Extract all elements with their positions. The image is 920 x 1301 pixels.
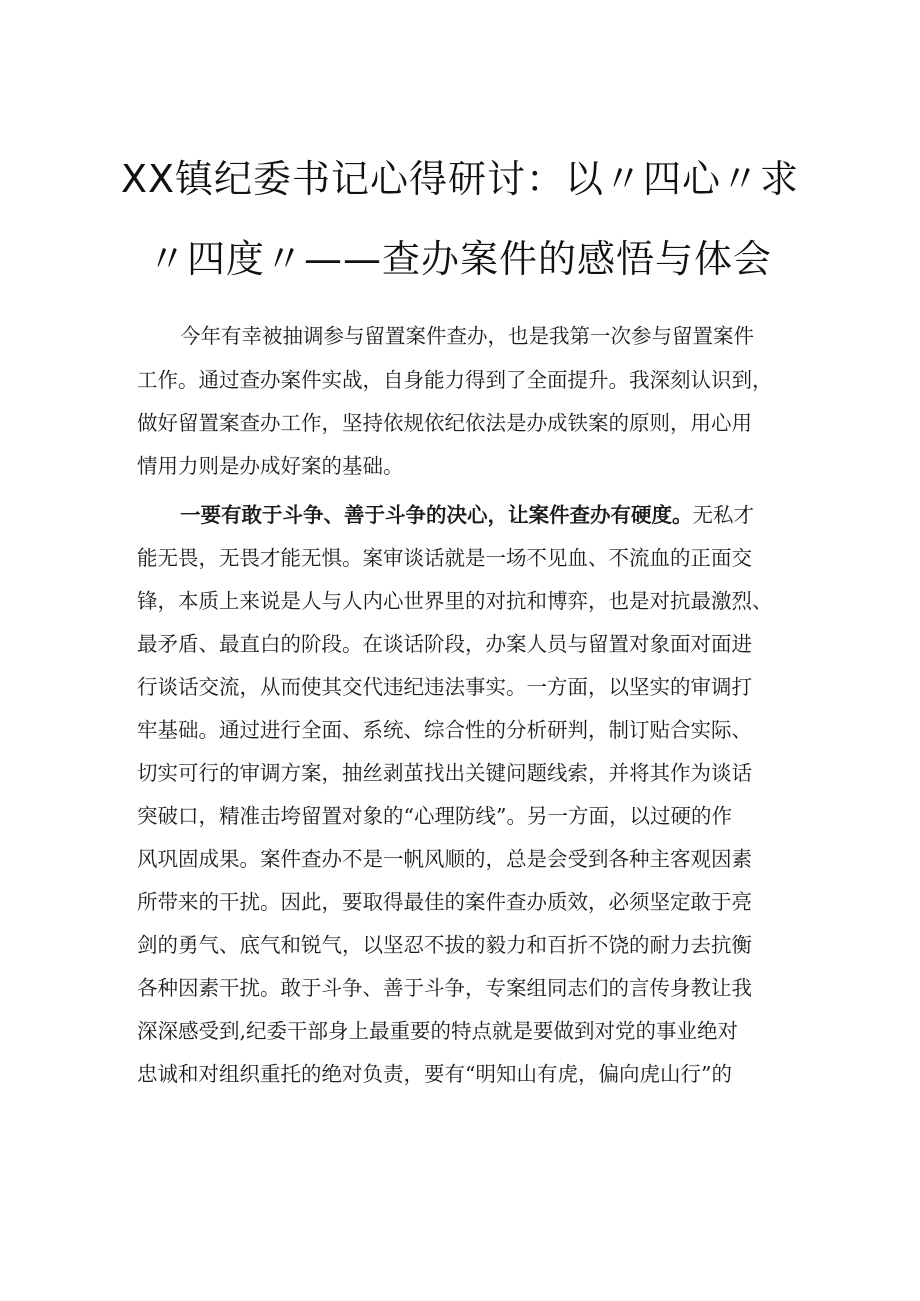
paragraph-line: 所带来的干扰。因此，要取得最佳的案件查办质效，必须坚定敢于亮	[137, 890, 752, 914]
paragraph-line: 锋，本质上来说是人与人内心世界里的对抗和博弈，也是对抗最激烈、	[137, 589, 773, 613]
paragraph-line: 做好留置案查办工作，坚持依规依纪依法是办成铁案的原则，用心用	[137, 411, 752, 435]
paragraph-line: 剑的勇气、底气和锐气，以坚忍不拔的毅力和百折不饶的耐力去抗衡	[137, 933, 752, 957]
paragraph-first-line	[180, 505, 754, 526]
paragraph-line: 行谈话交流，从而使其交代违纪违法事实。一方面，以坚实的审调打	[137, 675, 752, 699]
paragraph-line: 切实可行的审调方案，抽丝剥茧找出关键问题线索，并将其作为谈话	[137, 761, 752, 785]
paragraph-line: 突破口，精准击垮留置对象的“心理防线”。另一方面，以过硬的作	[137, 804, 732, 828]
paragraph-line: 能无畏，无畏才能无惧。案审谈话就是一场不见血、不流血的正面交	[137, 546, 752, 570]
section-heading: 一要有敢于斗争、善于斗争的决心，让案件查办有硬度。	[180, 503, 693, 527]
paragraph-text: 无私才	[692, 503, 754, 527]
document-title-line-1: XX镇纪委书记心得研讨：以〃四心〃求	[120, 157, 800, 201]
document-title-line-2: 〃四度〃——查办案件的感悟与体会	[147, 237, 772, 281]
paragraph-line: 忠诚和对组织重托的绝对负责，要有“明知山有虎，偏向虎山行”的	[137, 1062, 732, 1086]
paragraph-line: 最矛盾、最直白的阶段。在谈话阶段，办案人员与留置对象面对面进	[137, 632, 752, 656]
paragraph-line: 工作。通过查办案件实战，自身能力得到了全面提升。我深刻认识到，	[137, 368, 773, 392]
paragraph-line: 风巩固成果。案件查办不是一帆风顺的，总是会受到各种主客观因素	[137, 847, 752, 871]
paragraph-line: 今年有幸被抽调参与留置案件查办，也是我第一次参与留置案件	[180, 324, 754, 348]
paragraph-line: 深深感受到,纪委干部身上最重要的特点就是要做到对党的事业绝对	[137, 1019, 739, 1043]
paragraph-line: 情用力则是办成好案的基础。	[137, 454, 404, 478]
paragraph-line: 牢基础。通过进行全面、系统、综合性的分析研判，制订贴合实际、	[137, 718, 752, 742]
paragraph-line: 各种因素干扰。敢于斗争、善于斗争，专案组同志们的言传身教让我	[137, 976, 752, 1000]
